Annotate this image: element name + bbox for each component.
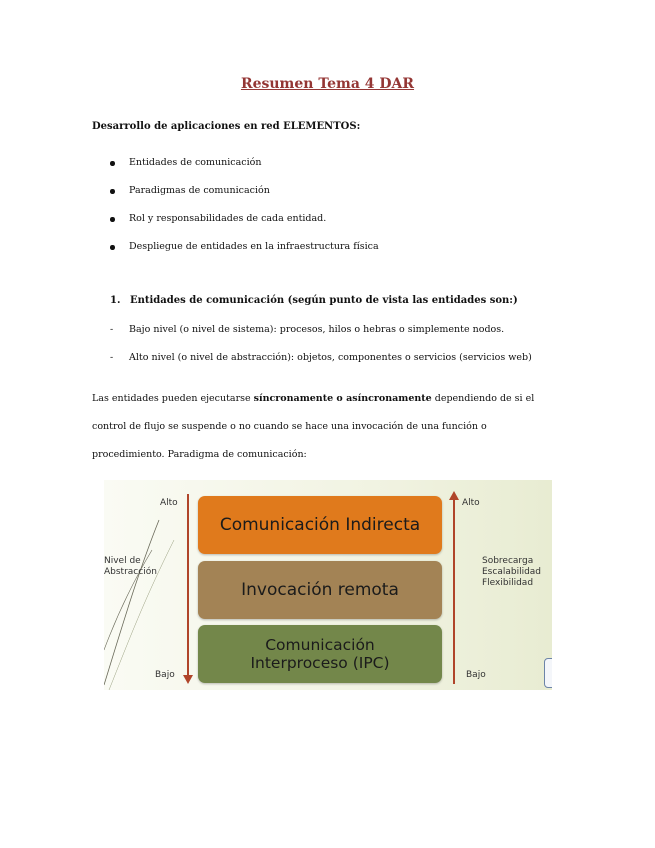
list-item: Despliegue de entidades en la infraestructura física <box>110 239 379 267</box>
property-item: Sobrecarga <box>482 556 534 566</box>
remote-invocation-box: Invocación remota <box>198 561 442 619</box>
ipc-line-1: Comunicación <box>265 636 375 654</box>
list-item: Paradigmas de comunicación <box>110 183 379 211</box>
page-title: Resumen Tema 4 DAR <box>240 76 415 92</box>
paragraph-text: Las entidades pueden ejecutarse <box>92 393 254 404</box>
abstraction-label-line: Nivel de <box>104 556 141 566</box>
elements-heading: Desarrollo de aplicaciones en red ELEMENTOS: <box>92 121 361 132</box>
property-item: Flexibilidad <box>482 578 534 588</box>
property-item: Escalabilidad <box>482 567 542 577</box>
left-top-label: Alto <box>160 498 178 508</box>
entity-levels-list <box>110 322 532 378</box>
right-arrow-head <box>449 491 459 500</box>
list-item: Rol y responsabilidades de cada entidad. <box>110 211 379 239</box>
abstraction-label-line: Abstracción <box>104 567 157 577</box>
right-bottom-label: Bajo <box>466 670 486 680</box>
elements-list <box>110 155 379 267</box>
communication-paradigm-diagram <box>104 480 552 690</box>
paragraph <box>92 385 562 469</box>
left-bottom-label: Bajo <box>155 670 175 680</box>
right-top-label: Alto <box>462 498 480 508</box>
ipc-line-2: Interproceso (IPC) <box>250 654 390 672</box>
paragraph-text: dependiendo de si el control de flujo se suspende o no cuando se hace una invocación de una función o procedimiento. Paradigma de comunicación: <box>92 393 535 460</box>
ipc-box <box>198 625 442 683</box>
section-title <box>110 295 518 306</box>
section-number: 1. <box>110 295 121 306</box>
abstraction-level-label <box>104 556 157 578</box>
list-item: - Alto nivel (o nivel de abstracción): objetos, componentes o servicios (servicios web) <box>110 350 532 378</box>
properties-label <box>482 556 541 589</box>
list-item: - Bajo nivel (o nivel de sistema): procesos, hilos o hebras o simplemente nodos. <box>110 322 532 350</box>
paragraph-bold: síncronamente o asíncronamente <box>253 393 432 404</box>
list-item: Entidades de comunicación <box>110 155 379 183</box>
left-arrow-head <box>183 675 193 684</box>
slide-corner-shape <box>544 658 552 688</box>
section-title-text: Entidades de comunicación (según punto de vista las entidades son:) <box>130 295 518 306</box>
indirect-communication-box: Comunicación Indirecta <box>198 496 442 554</box>
